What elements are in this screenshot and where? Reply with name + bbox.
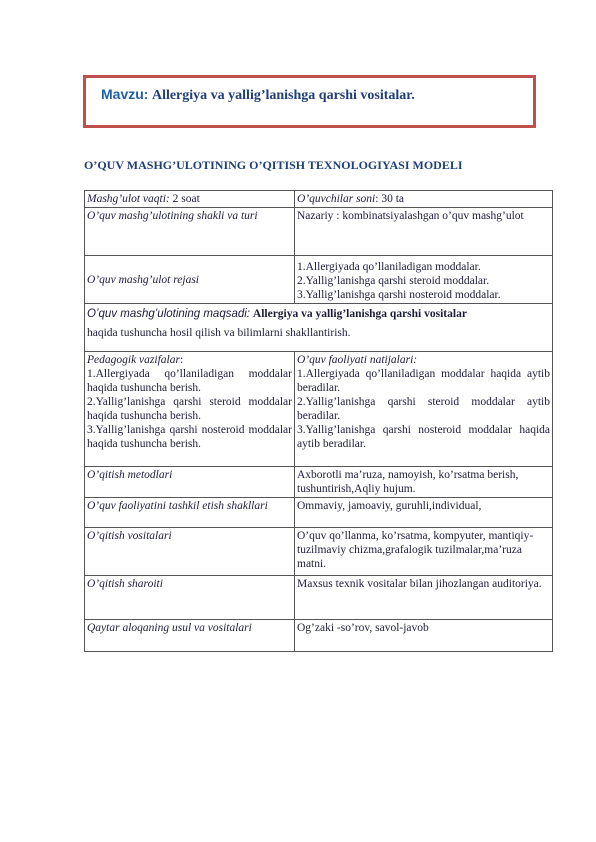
topic-title: Allergiya va yallig’lanishga qarshi vositalar.	[151, 88, 415, 103]
goal-bold: Allergiya va yallig’lanishga qarshi vositalar	[252, 308, 467, 320]
tasks-label: Pedagogik vazifalar	[87, 354, 180, 366]
conditions-value: Maxsus texnik vositalar bilan jihozlangan auditoriya.	[295, 576, 553, 620]
tasks-list	[87, 367, 292, 451]
result-item: 2.Yallig’lanishga qarshi steroid moddalar aytib beradilar.	[297, 396, 550, 422]
task-item: 1.Allergiyada qo’llaniladigan moddalar haqida tushuncha berish.	[87, 368, 292, 394]
topic-line	[101, 86, 415, 104]
plan-item: 2.Yallig’lanishga qarshi steroid moddalar.	[297, 275, 490, 287]
page-heading: O’QUV MASHG’ULOTINING O’QITISH TEXNOLOGIYASI MODELI	[84, 158, 463, 172]
org-label: O’quv faoliyatini tashkil etish shakllari	[85, 498, 295, 528]
feedback-value: Og’zaki -so’rov, savol-javob	[295, 620, 553, 652]
results-cell	[295, 352, 553, 467]
table-row-tools	[85, 528, 553, 576]
methods-label: O’qitish metodlari	[85, 467, 295, 498]
methods-value: Axborotli ma’ruza, namoyish, ko’rsatma berish, tushuntirish,Aqliy hujum.	[295, 467, 553, 498]
task-item: 3.Yallig’lanishga qarshi nosteroid moddalar haqida tushuncha berish.	[87, 424, 292, 450]
table-row-goal	[85, 304, 553, 352]
technology-model-table	[84, 190, 553, 652]
tools-value: O’quv qo’llanma, ko’rsatma, kompyuter, mantiqiy-tuzilmaviy chizma,grafalogik tuzilmalar,ma’ruza matni.	[295, 528, 553, 576]
plan-item: 3.Yallig’lanishga qarshi nosteroid moddalar.	[297, 289, 501, 301]
form-label: O’quv mashg’ulotining shakli va turi	[85, 208, 295, 256]
goal-rest: haqida tushuncha hosil qilish va bilimlarni shakllantirish.	[87, 327, 351, 339]
tasks-colon: :	[179, 354, 184, 366]
time-label: Mashg’ulot vaqti:	[87, 193, 170, 205]
org-value: Ommaviy, jamoaviy, guruhli,individual,	[295, 498, 553, 528]
students-value: : 30 ta	[375, 193, 405, 205]
topic-box	[83, 75, 536, 128]
plan-item: 1.Allergiyada qo’llaniladigan moddalar.	[297, 261, 481, 273]
table-row-conditions	[85, 576, 553, 620]
tasks-cell	[85, 352, 295, 467]
conditions-label: O’qitish sharoiti	[85, 576, 295, 620]
goal-label: O’quv mashg’ulotining maqsadi:	[87, 308, 251, 320]
table-row-plan	[85, 256, 553, 304]
tools-label: O’qitish vositalari	[85, 528, 295, 576]
plan-items	[295, 256, 553, 304]
result-item: 3.Yallig’lanishga qarshi nosteroid moddalar haqida aytib beradilar.	[297, 424, 550, 450]
form-value: Nazariy : kombinatsiyalashgan o’quv mashg’ulot	[295, 208, 553, 256]
results-label: O’quv faoliyati natijalari:	[297, 354, 418, 366]
table-row-org	[85, 498, 553, 528]
table-row-tasks	[85, 352, 553, 467]
time-value: 2 soat	[172, 193, 200, 205]
table-row-methods	[85, 467, 553, 498]
topic-label: Mavzu:	[101, 86, 149, 102]
results-list	[297, 367, 550, 451]
goal-cell	[85, 304, 553, 352]
students-cell	[295, 191, 553, 208]
table-row-feedback	[85, 620, 553, 652]
result-item: 1.Allergiyada qo’llaniladigan moddalar haqida aytib beradilar.	[297, 368, 550, 394]
time-cell	[85, 191, 295, 208]
table-row-time	[85, 191, 553, 208]
task-item: 2.Yallig’lanishga qarshi steroid moddalar haqida tushuncha berish.	[87, 396, 292, 422]
students-label: O’quvchilar soni	[297, 193, 376, 205]
table-row-form	[85, 208, 553, 256]
feedback-label: Qaytar aloqaning usul va vositalari	[85, 620, 295, 652]
plan-label: O’quv mashg’ulot rejasi	[85, 256, 295, 304]
